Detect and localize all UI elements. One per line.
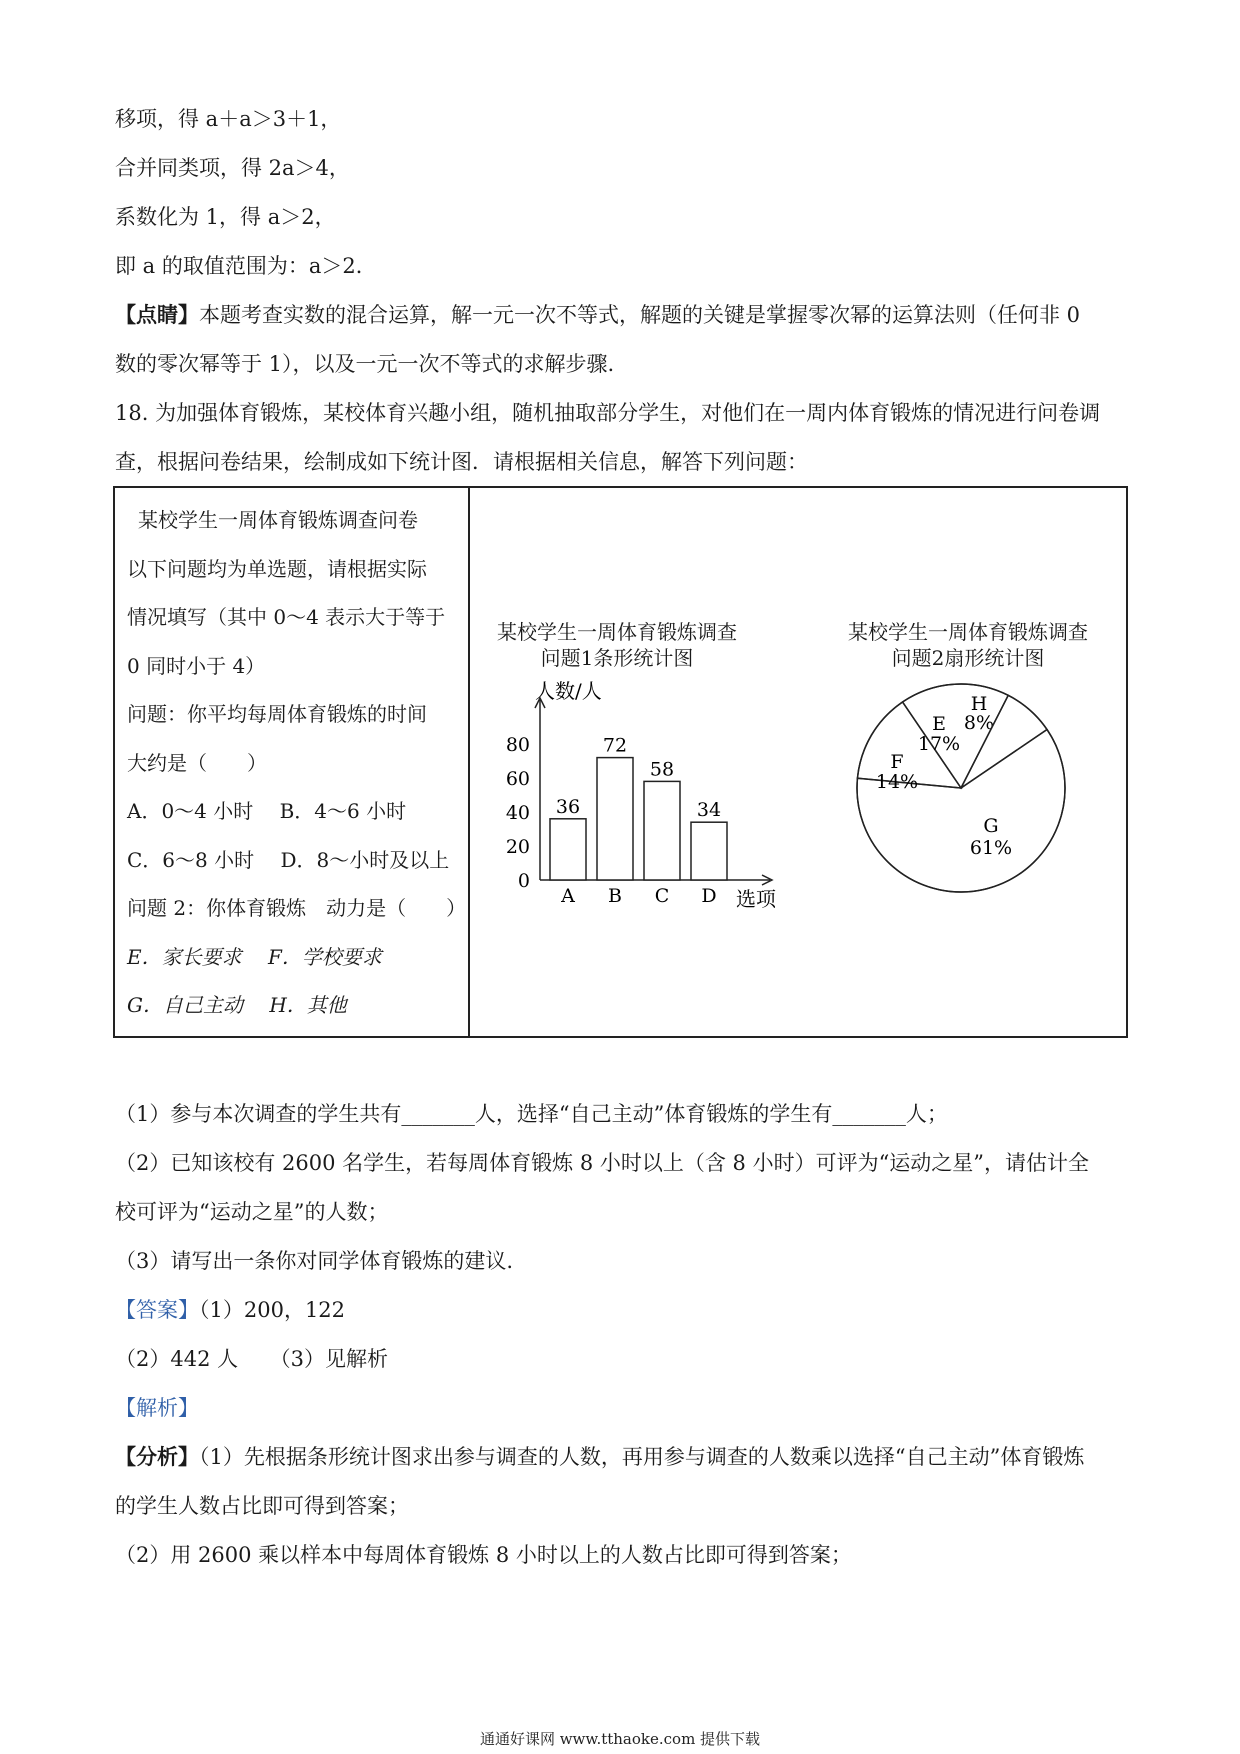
dianjing-line-2: 数的零次幂等于 1），以及一元一次不等式的求解步骤. xyxy=(115,352,615,376)
bar-value-label: 72 xyxy=(602,734,628,757)
y-tick-label: 40 xyxy=(505,802,530,824)
fenxi-label: 【分析】 xyxy=(115,1444,199,1469)
questionnaire-line: 以下问题均为单选题，请根据实际 xyxy=(127,557,427,581)
answer-text-1: （1）200，122 xyxy=(199,1298,346,1322)
pie-slice-label: H xyxy=(970,693,988,715)
analysis-text-1: （1）先根据条形统计图求出参与调查的人数，再用参与调查的人数乘以选择“自己主动”体育锻炼 xyxy=(199,1445,1085,1469)
x-tick-label: C xyxy=(654,885,670,907)
bar xyxy=(644,781,680,880)
solution-line-4: 即 a 的取值范围为：a＞2． xyxy=(115,254,377,278)
pie-slice-value: 17% xyxy=(917,733,961,755)
questionnaire-line: 问题：你平均每周体育锻炼的时间 xyxy=(127,702,427,726)
questionnaire-line: E．家长要求 F．学校要求 xyxy=(127,945,382,969)
pie-slice-value: 61% xyxy=(969,837,1013,859)
x-tick-label: D xyxy=(701,885,717,907)
solution-line-3: 系数化为 1，得 a＞2， xyxy=(115,205,336,229)
pie-chart-title: 某校学生一周体育锻炼调查 xyxy=(848,620,1088,644)
figure-divider xyxy=(468,486,470,1038)
questionnaire-line: C．6～8 小时 D．8～小时及以上 xyxy=(127,848,450,872)
x-tick-label: B xyxy=(608,885,622,907)
pie-slice-label: F xyxy=(890,751,904,773)
answer-line-1 xyxy=(115,1295,345,1325)
pie-slice-value: 8% xyxy=(963,712,995,734)
answer-label: 【答案】 xyxy=(115,1298,199,1322)
questionnaire-line: 0 同时小于 4） xyxy=(127,654,266,678)
analysis-line-1 xyxy=(115,1442,1084,1472)
bar-value-label: 34 xyxy=(696,799,722,822)
questionnaire-line: 情况填写（其中 0～4 表示大于等于 xyxy=(127,605,446,629)
sub-question-2b: 校可评为“运动之星”的人数； xyxy=(115,1200,389,1224)
bar-chart xyxy=(490,680,820,920)
footer: 通通好课网 www.tthaoke.com 提供下载 xyxy=(479,1730,761,1748)
dianjing-text-1: 本题考查实数的混合运算，解一元一次不等式，解题的关键是掌握零次幂的运算法则（任何非 0 xyxy=(199,303,1081,327)
sub-question-3: （3）请写出一条你对同学体育锻炼的建议. xyxy=(115,1249,514,1273)
sub-question-2: （2）已知该校有 2600 名学生，若每周体育锻炼 8 小时以上（含 8 小时）可评为“运动之星”，请估计全 xyxy=(115,1151,1090,1175)
pie-chart xyxy=(843,670,1083,910)
bar xyxy=(550,819,586,880)
analysis-line-2: 的学生人数占比即可得到答案； xyxy=(115,1494,409,1518)
pie-chart-subtitle: 问题2扇形统计图 xyxy=(891,646,1045,670)
analysis-line-3: （2）用 2600 乘以样本中每周体育锻炼 8 小时以上的人数占比即可得到答案； xyxy=(115,1543,852,1567)
dianjing-label: 【点睛】 xyxy=(115,302,199,327)
bar-value-label: 36 xyxy=(555,795,581,818)
analysis-label: 【解析】 xyxy=(115,1396,199,1420)
x-axis-label: 选项 xyxy=(736,887,776,911)
questionnaire-line: A．0～4 小时 B．4～6 小时 xyxy=(127,799,407,823)
bar-chart-title: 某校学生一周体育锻炼调查 xyxy=(497,620,737,644)
dianjing-line-1 xyxy=(115,300,1080,330)
questionnaire-title: 某校学生一周体育锻炼调查问卷 xyxy=(138,508,418,532)
questionnaire-line: 问题 2：你体育锻炼 动力是（ ） xyxy=(127,896,467,920)
solution-line-2: 合并同类项，得 2a＞4， xyxy=(115,156,350,180)
questionnaire-line: 大约是（ ） xyxy=(127,751,267,775)
bar-value-label: 58 xyxy=(649,758,675,781)
y-axis-label: 人数/人 xyxy=(535,680,602,703)
y-tick-label: 60 xyxy=(505,768,530,790)
y-tick-label: 80 xyxy=(505,734,530,756)
pie-slice-label: E xyxy=(932,713,946,735)
sub-question-1: （1）参与本次调查的学生共有_______人，选择“自己主动”体育锻炼的学生有_______人； xyxy=(115,1102,948,1126)
bar xyxy=(691,822,727,880)
questionnaire-line: G．自己主动 H．其他 xyxy=(127,993,347,1017)
answer-line-2: （2）442 人 （3）见解析 xyxy=(115,1347,388,1371)
pie-slice-label: G xyxy=(983,815,999,837)
bar-chart-subtitle: 问题1条形统计图 xyxy=(540,646,694,670)
x-tick-label: A xyxy=(561,885,575,907)
pie-slice-value: 14% xyxy=(875,771,919,793)
bar xyxy=(597,758,633,880)
y-tick-label: 20 xyxy=(505,836,530,858)
question-line-1: 18. 为加强体育锻炼，某校体育兴趣小组，随机抽取部分学生，对他们在一周内体育锻炼的情况进行问卷调 xyxy=(115,401,1101,425)
y-tick-label: 0 xyxy=(517,870,530,892)
solution-line-1: 移项，得 a＋a＞3＋1， xyxy=(115,107,342,131)
question-line-2: 查，根据问卷结果，绘制成如下统计图．请根据相关信息，解答下列问题： xyxy=(115,450,808,474)
